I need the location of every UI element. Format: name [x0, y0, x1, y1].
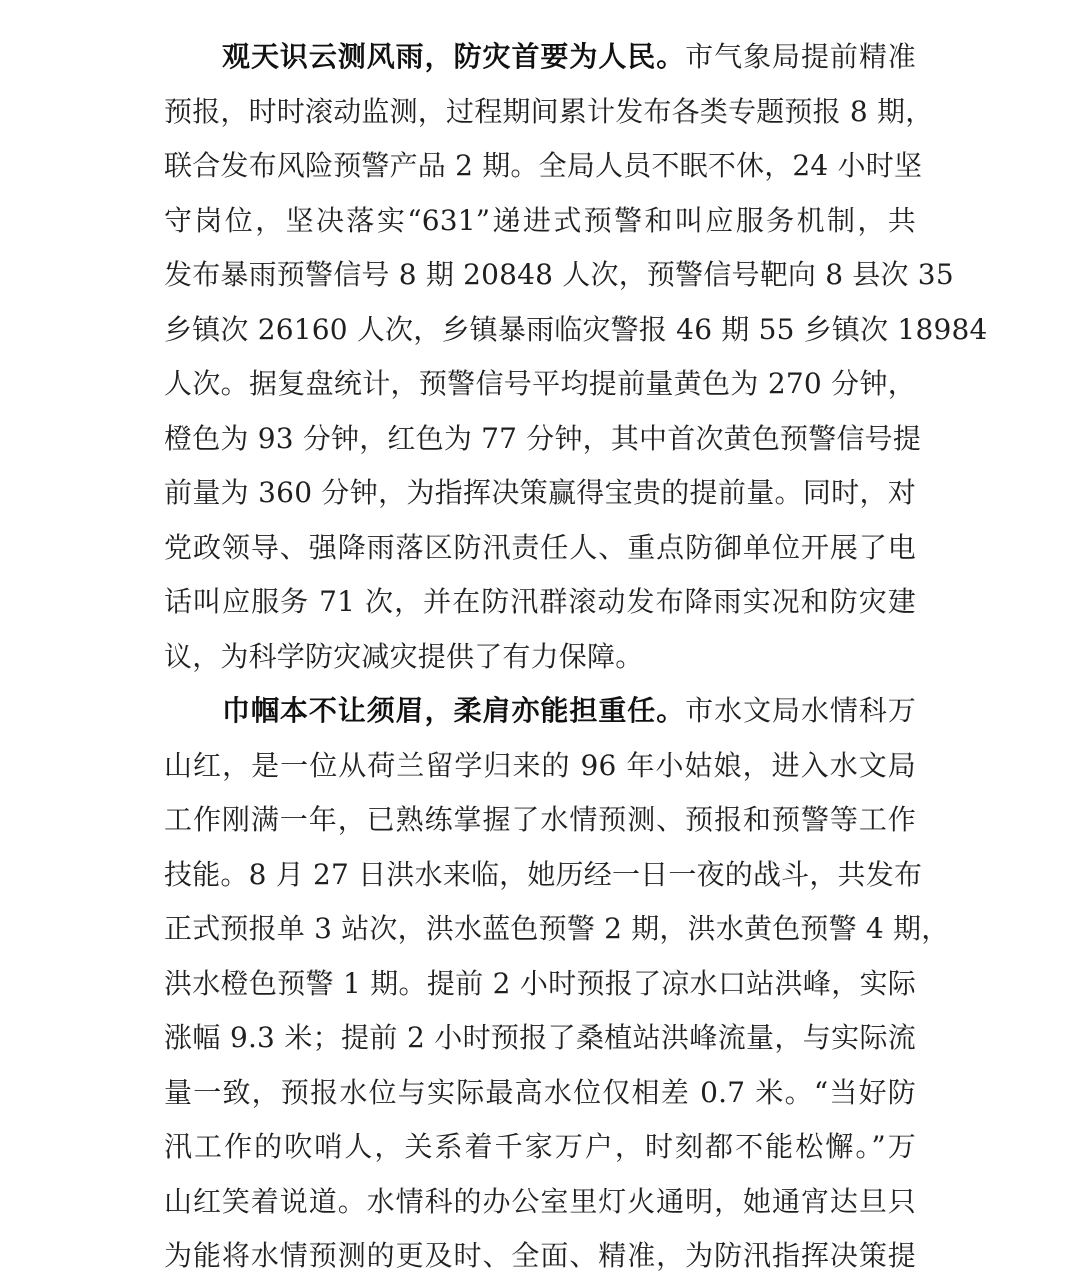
- paragraph-line: 党政领导、强降雨落区防汛责任人、重点防御单位开展了电: [164, 530, 916, 564]
- paragraph-line: 议，为科学防灾减灾提供了有力保障。: [164, 639, 644, 673]
- paragraph-line: 涨幅 9.3 米；提前 2 小时预报了桑植站洪峰流量，与实际流: [164, 1021, 916, 1054]
- paragraph-line: 橙色为 93 分钟，红色为 77 分钟，其中首次黄色预警信号提: [164, 421, 922, 455]
- paragraph-line: 联合发布风险预警产品 2 期。全局人员不眠不休，24 小时坚: [164, 149, 923, 182]
- paragraph-line: 山红笑着说道。水情科的办公室里灯火通明，她通宵达旦只: [164, 1184, 916, 1218]
- paragraph-line: 预报，时时滚动监测，过程期间累计发布各类专题预报 8 期，: [164, 94, 934, 128]
- paragraph-line: 前量为 360 分钟，为指挥决策赢得宝贵的提前量。同时，对: [164, 476, 916, 509]
- paragraph-line: 观天识云测风雨，防灾首要为人民。市气象局提前精准: [222, 40, 917, 73]
- paragraph-line: 量一致，预报水位与实际最高水位仅相差 0.7 米。“当好防: [164, 1075, 916, 1109]
- paragraph-heading: 巾帼本不让须眉，柔肩亦能担重任。: [222, 694, 686, 727]
- paragraph-line: 乡镇次 26160 人次，乡镇暴雨临灾警报 46 期 55 乡镇次 18984: [164, 312, 988, 346]
- paragraph-line: 人次。据复盘统计，预警信号平均提前量黄色为 270 分钟，: [164, 367, 916, 400]
- paragraph-line: 发布暴雨预警信号 8 期 20848 人次，预警信号靶向 8 县次 35: [164, 258, 954, 291]
- paragraph-line: 话叫应服务 71 次，并在防汛群滚动发布降雨实况和防灾建: [164, 585, 916, 618]
- paragraph-line: 汛工作的吹哨人，关系着千家万户，时刻都不能松懈。”万: [164, 1130, 916, 1163]
- paragraph-weather: [164, 30, 988, 684]
- paragraph-line: 技能。8 月 27 日洪水来临，她历经一日一夜的战斗，共发布: [164, 857, 923, 891]
- paragraph-hydrology: [164, 684, 950, 1284]
- paragraph-line: 工作刚满一年，已熟练掌握了水情预测、预报和预警等工作: [164, 803, 916, 836]
- paragraph-heading: 观天识云测风雨，防灾首要为人民。: [222, 40, 686, 73]
- document-page: [164, 30, 988, 1284]
- paragraph-line: 山红，是一位从荷兰留学归来的 96 年小姑娘，进入水文局: [164, 748, 916, 782]
- paragraph-line: 洪水橙色预警 1 期。提前 2 小时预报了凉水口站洪峰，实际: [164, 966, 916, 1000]
- paragraph-line: 为能将水情预测的更及时、全面、精准，为防汛指挥决策提: [164, 1239, 916, 1272]
- paragraph-line: 正式预报单 3 站次，洪水蓝色预警 2 期，洪水黄色预警 4 期，: [164, 912, 950, 945]
- paragraph-line: 巾帼本不让须眉，柔肩亦能担重任。市水文局水情科万: [222, 694, 917, 727]
- paragraph-line: 守岗位，坚决落实“631”递进式预警和叫应服务机制，共: [164, 203, 916, 237]
